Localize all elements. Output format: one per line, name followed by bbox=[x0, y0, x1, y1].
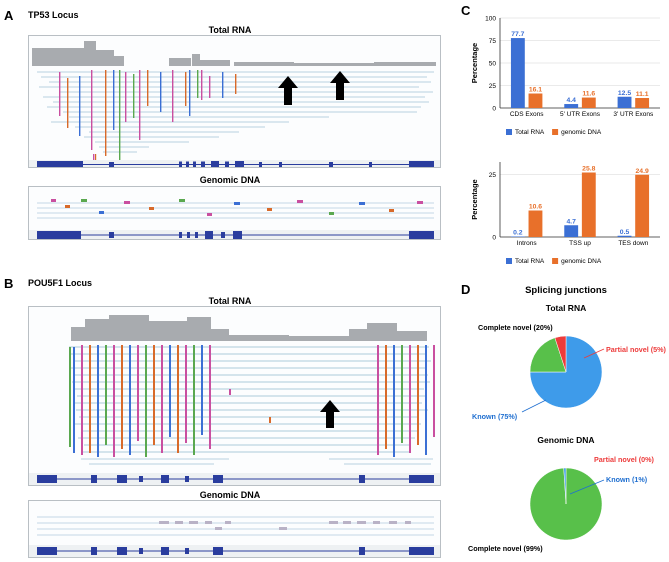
svg-text:0.2: 0.2 bbox=[513, 229, 523, 237]
exon-percentage-chart bbox=[466, 8, 666, 148]
svg-text:Percentage: Percentage bbox=[470, 179, 479, 220]
svg-text:4.4: 4.4 bbox=[566, 97, 576, 105]
annotation-arrow-up-2 bbox=[329, 69, 351, 101]
svg-text:25: 25 bbox=[488, 82, 496, 90]
svg-text:Total RNA: Total RNA bbox=[515, 258, 545, 265]
svg-text:100: 100 bbox=[485, 15, 496, 23]
svg-text:16.1: 16.1 bbox=[528, 86, 543, 94]
igv-track-pou5f1-genomic-dna[interactable] bbox=[28, 500, 441, 558]
igv-track-pou5f1-total-rna[interactable] bbox=[28, 306, 441, 486]
svg-text:Genomic DNA: Genomic DNA bbox=[537, 435, 595, 445]
igv-reads-canvas-a1 bbox=[29, 36, 441, 168]
svg-text:Total RNA: Total RNA bbox=[515, 129, 545, 136]
annotation-arrow-up-3 bbox=[319, 399, 341, 429]
svg-text:11.1: 11.1 bbox=[635, 91, 649, 99]
intron-tss-tes-chart bbox=[466, 152, 666, 277]
svg-text:25.8: 25.8 bbox=[582, 165, 596, 173]
igv-reads-canvas-b2 bbox=[29, 501, 441, 558]
svg-text:Complete novel (99%): Complete novel (99%) bbox=[468, 544, 543, 553]
svg-text:Partial novel (5%): Partial novel (5%) bbox=[606, 345, 666, 354]
svg-text:Percentage: Percentage bbox=[470, 42, 479, 84]
panel-b-track1-title: Total RNA bbox=[208, 296, 252, 306]
svg-text:Total RNA: Total RNA bbox=[545, 303, 587, 313]
panel-a-track2-title: Genomic DNA bbox=[199, 175, 261, 185]
panel-letter-d: D bbox=[461, 282, 471, 297]
igv-track-tp53-genomic-dna[interactable] bbox=[28, 186, 441, 240]
svg-text:12.5: 12.5 bbox=[617, 89, 632, 97]
svg-text:5' UTR Exons: 5' UTR Exons bbox=[560, 111, 600, 118]
svg-text:0: 0 bbox=[492, 234, 496, 242]
svg-text:TSS up: TSS up bbox=[569, 240, 591, 247]
svg-text:50: 50 bbox=[488, 60, 496, 68]
igv-reads-canvas-a2 bbox=[29, 187, 441, 240]
panel-letter-c: C bbox=[461, 3, 471, 18]
svg-text:4.7: 4.7 bbox=[566, 218, 576, 226]
svg-text:Partial novel (0%): Partial novel (0%) bbox=[594, 455, 654, 464]
splicing-junctions-total-rna bbox=[466, 300, 666, 425]
panel-b-track2-title: Genomic DNA bbox=[199, 490, 261, 500]
svg-text:3' UTR Exons: 3' UTR Exons bbox=[613, 111, 654, 118]
annotation-arrow-up-1 bbox=[277, 74, 299, 106]
svg-text:10.6: 10.6 bbox=[528, 203, 543, 211]
svg-text:CDS Exons: CDS Exons bbox=[509, 111, 544, 118]
panel-d-title: Splicing junctions bbox=[525, 285, 607, 296]
panel-a-track1-title: Total RNA bbox=[208, 25, 252, 35]
splicing-junctions-genomic-dna bbox=[466, 432, 666, 557]
svg-text:genomic DNA: genomic DNA bbox=[561, 129, 602, 136]
panel-letter-b: B bbox=[4, 276, 14, 291]
svg-text:77.7: 77.7 bbox=[511, 31, 525, 39]
svg-text:25: 25 bbox=[488, 171, 496, 179]
svg-text:11.6: 11.6 bbox=[582, 90, 596, 98]
panel-letter-a: A bbox=[4, 8, 14, 23]
panel-a-locus-title: TP53 Locus bbox=[28, 10, 79, 20]
panel-b-locus-title: POU5F1 Locus bbox=[28, 278, 93, 288]
svg-text:Known (75%): Known (75%) bbox=[472, 412, 518, 421]
svg-text:Introns: Introns bbox=[516, 240, 537, 247]
svg-text:75: 75 bbox=[488, 37, 496, 45]
svg-text:0: 0 bbox=[492, 105, 496, 113]
svg-text:24.9: 24.9 bbox=[635, 167, 649, 175]
igv-track-tp53-total-rna[interactable] bbox=[28, 35, 441, 168]
igv-reads-canvas-b1 bbox=[29, 307, 441, 486]
svg-text:Complete novel (20%): Complete novel (20%) bbox=[478, 323, 553, 332]
svg-text:TES down: TES down bbox=[618, 240, 649, 247]
svg-text:0.5: 0.5 bbox=[619, 228, 630, 236]
svg-text:genomic DNA: genomic DNA bbox=[561, 258, 602, 265]
svg-text:Known (1%): Known (1%) bbox=[606, 475, 648, 484]
